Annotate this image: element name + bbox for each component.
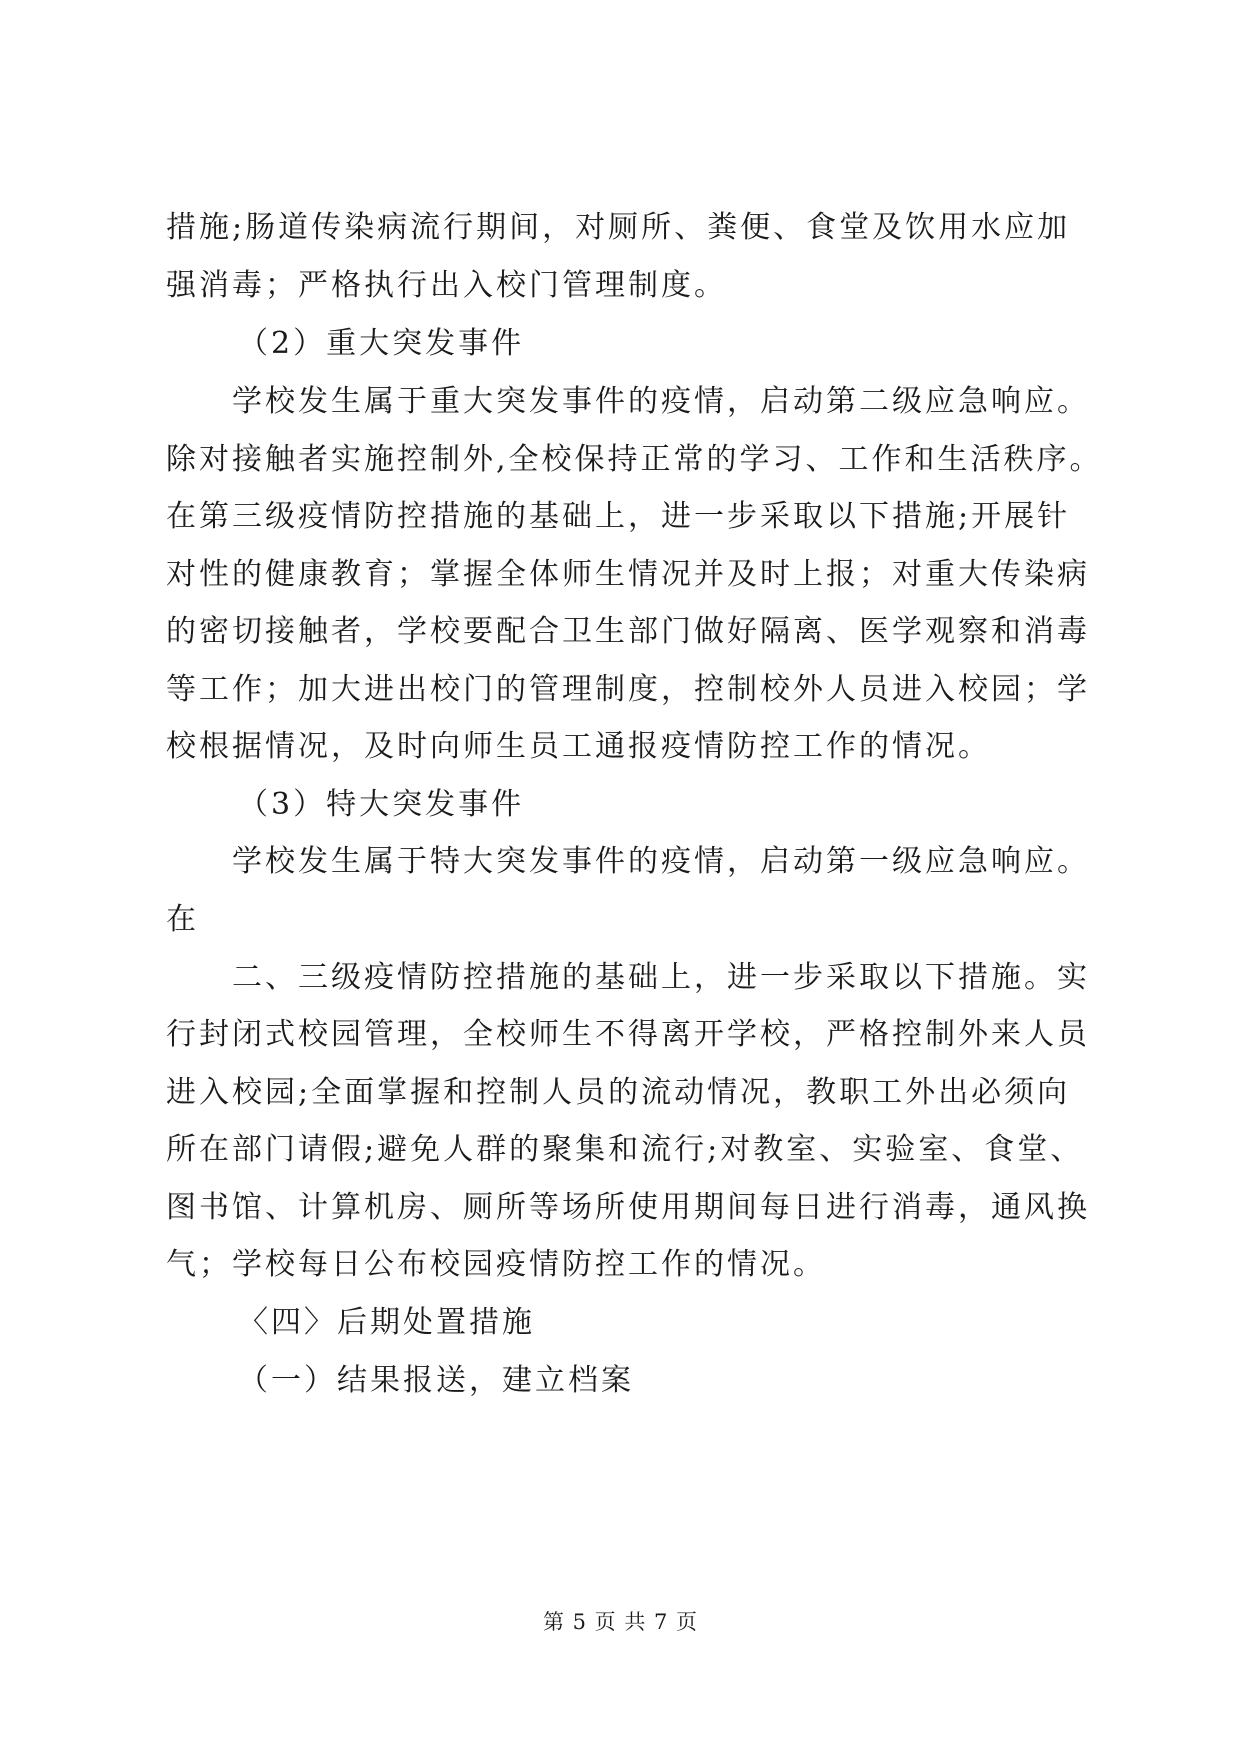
body-text-line: 气；学校每日公布校园疫情防控工作的情况。 — [166, 1247, 826, 1282]
section-heading: 〈四〉后期处置措施 — [238, 1305, 535, 1340]
body-text-line: 进入校园;全面掌握和控制人员的流动情况，教职工外出必须向 — [166, 1075, 1071, 1110]
body-text-line: 除对接触者实施控制外,全校保持正常的学习、工作和生活秩序。 — [166, 442, 1103, 477]
section-heading: （2）重大突发事件 — [238, 326, 525, 361]
body-text-line: 等工作；加大进出校门的管理制度，控制校外人员进入校园；学 — [166, 672, 1090, 707]
section-heading: （一）结果报送，建立档案 — [238, 1363, 634, 1398]
body-text-line: 学校发生属于特大突发事件的疫情，启动第一级应急响应。 — [232, 844, 1090, 879]
body-text-line: 的密切接触者，学校要配合卫生部门做好隔离、医学观察和消毒 — [166, 614, 1090, 649]
body-text-line: 在 — [166, 902, 199, 937]
body-text-line: 行封闭式校园管理，全校师生不得离开学校，严格控制外来人员 — [166, 1017, 1090, 1052]
body-text-line: 二、三级疫情防控措施的基础上，进一步采取以下措施。实 — [232, 960, 1090, 995]
body-text-line: 校根据情况，及时向师生员工通报疫情防控工作的情况。 — [166, 729, 991, 764]
body-text-line: 强消毒；严格执行出入校门管理制度。 — [166, 268, 727, 303]
body-text-line: 对性的健康教育；掌握全体师生情况并及时上报；对重大传染病 — [166, 557, 1090, 592]
body-text-line: 在第三级疫情防控措施的基础上，进一步采取以下措施;开展针 — [166, 499, 1071, 534]
page-number-footer: 第 5 页 共 7 页 — [542, 1610, 699, 1634]
body-text-line: 图书馆、计算机房、厕所等场所使用期间每日进行消毒，通风换 — [166, 1190, 1090, 1225]
section-heading: （3）特大突发事件 — [238, 787, 525, 822]
body-text-line: 所在部门请假;避免人群的聚集和流行;对教室、实验室、食堂、 — [166, 1132, 1084, 1167]
body-text-line: 学校发生属于重大突发事件的疫情，启动第二级应急响应。 — [232, 384, 1090, 419]
body-text-line: 措施;肠道传染病流行期间，对厕所、粪便、食堂及饮用水应加 — [166, 210, 1071, 245]
